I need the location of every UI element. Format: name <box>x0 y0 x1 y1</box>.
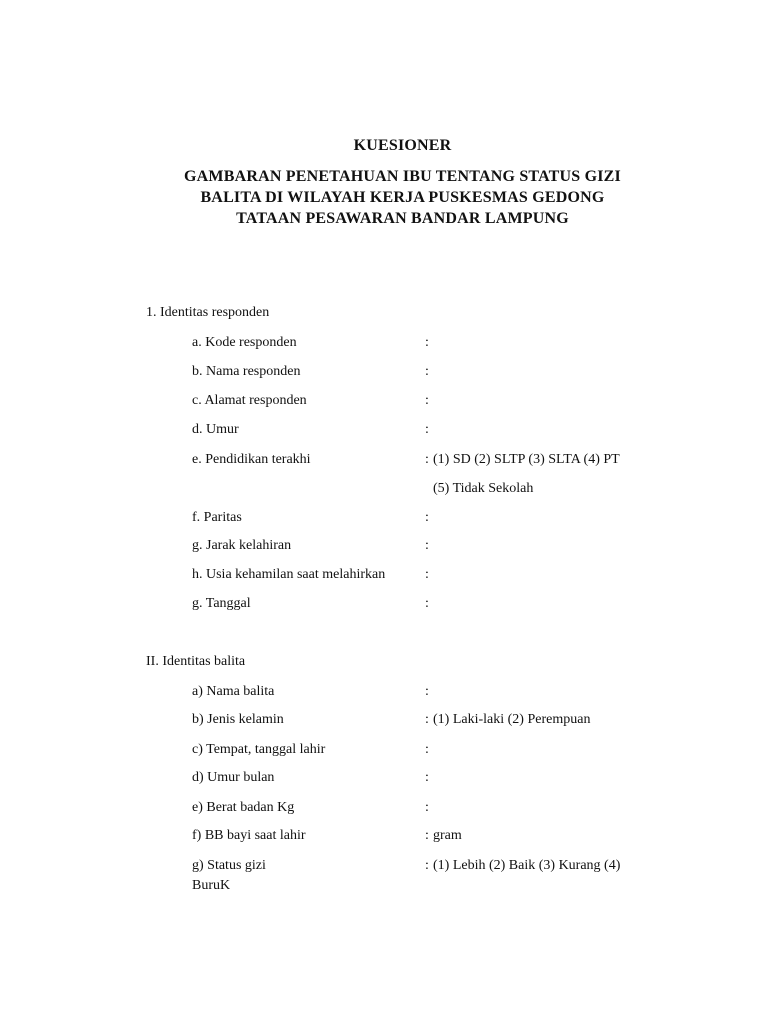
field-colon: : <box>425 393 429 408</box>
field-row-berat-badan <box>192 800 662 820</box>
field-value: gram <box>433 828 462 843</box>
field-colon: : <box>425 858 429 873</box>
field-value: (1) Lebih (2) Baik (3) Kurang (4) <box>433 858 621 873</box>
field-value: (1) Laki-laki (2) Perempuan <box>433 712 591 727</box>
field-label: d) Umur bulan <box>192 770 275 785</box>
field-colon: : <box>425 742 429 757</box>
field-label: e) Berat badan Kg <box>192 800 295 815</box>
field-label: f) BB bayi saat lahir <box>192 828 306 843</box>
field-row-jarak-kelahiran <box>192 538 662 558</box>
education-option-continuation: (5) Tidak Sekolah <box>433 481 534 496</box>
subtitle-line-3: TATAAN PESAWARAN BANDAR LAMPUNG <box>236 210 569 227</box>
field-row-nama-balita <box>192 684 662 704</box>
field-colon: : <box>425 422 429 437</box>
title-block <box>0 137 768 229</box>
field-row-tanggal <box>192 596 662 616</box>
field-colon: : <box>425 538 429 553</box>
field-colon: : <box>425 684 429 699</box>
field-label: e. Pendidikan terakhi <box>192 452 311 467</box>
field-row-umur-bulan <box>192 770 662 790</box>
field-label: h. Usia kehamilan saat melahirkan <box>192 567 386 582</box>
field-colon: : <box>425 828 429 843</box>
field-value: (1) SD (2) SLTP (3) SLTA (4) PT <box>433 452 620 467</box>
field-label: d. Umur <box>192 422 239 437</box>
section-heading-toddler: II. Identitas balita <box>146 654 246 669</box>
field-label: c. Alamat responden <box>192 393 307 408</box>
field-row-tempat-tanggal-lahir <box>192 742 662 762</box>
field-row-usia-kehamilan <box>192 567 662 587</box>
field-row-paritas <box>192 510 662 530</box>
document-title: KUESIONER <box>353 137 452 154</box>
field-row-nama-responden <box>192 364 662 384</box>
subtitle-line-2: BALITA DI WILAYAH KERJA PUSKESMAS GEDONG <box>200 189 605 206</box>
field-row-pendidikan <box>192 452 662 472</box>
field-label: c) Tempat, tanggal lahir <box>192 742 326 757</box>
field-row-kode-responden <box>192 335 662 355</box>
field-colon: : <box>425 335 429 350</box>
field-colon: : <box>425 452 429 467</box>
field-label: f. Paritas <box>192 510 242 525</box>
field-label: a) Nama balita <box>192 684 275 699</box>
status-option-continuation: BuruK <box>192 878 231 893</box>
subtitle-line-1: GAMBARAN PENETAHUAN IBU TENTANG STATUS GIZI <box>184 168 621 185</box>
field-row-status-gizi <box>192 858 662 878</box>
field-colon: : <box>425 364 429 379</box>
field-label: g. Jarak kelahiran <box>192 538 292 553</box>
field-label: a. Kode responden <box>192 335 297 350</box>
field-colon: : <box>425 596 429 611</box>
field-label: g. Tanggal <box>192 596 251 611</box>
field-label: g) Status gizi <box>192 858 266 873</box>
field-row-alamat-responden <box>192 393 662 413</box>
field-label: b) Jenis kelamin <box>192 712 284 727</box>
field-row-bb-lahir <box>192 828 662 848</box>
field-row-umur <box>192 422 662 442</box>
field-colon: : <box>425 800 429 815</box>
field-label: b. Nama responden <box>192 364 301 379</box>
field-colon: : <box>425 567 429 582</box>
field-row-jenis-kelamin <box>192 712 662 732</box>
section-heading-respondent: 1. Identitas responden <box>146 305 270 320</box>
field-colon: : <box>425 712 429 727</box>
field-colon: : <box>425 770 429 785</box>
field-colon: : <box>425 510 429 525</box>
